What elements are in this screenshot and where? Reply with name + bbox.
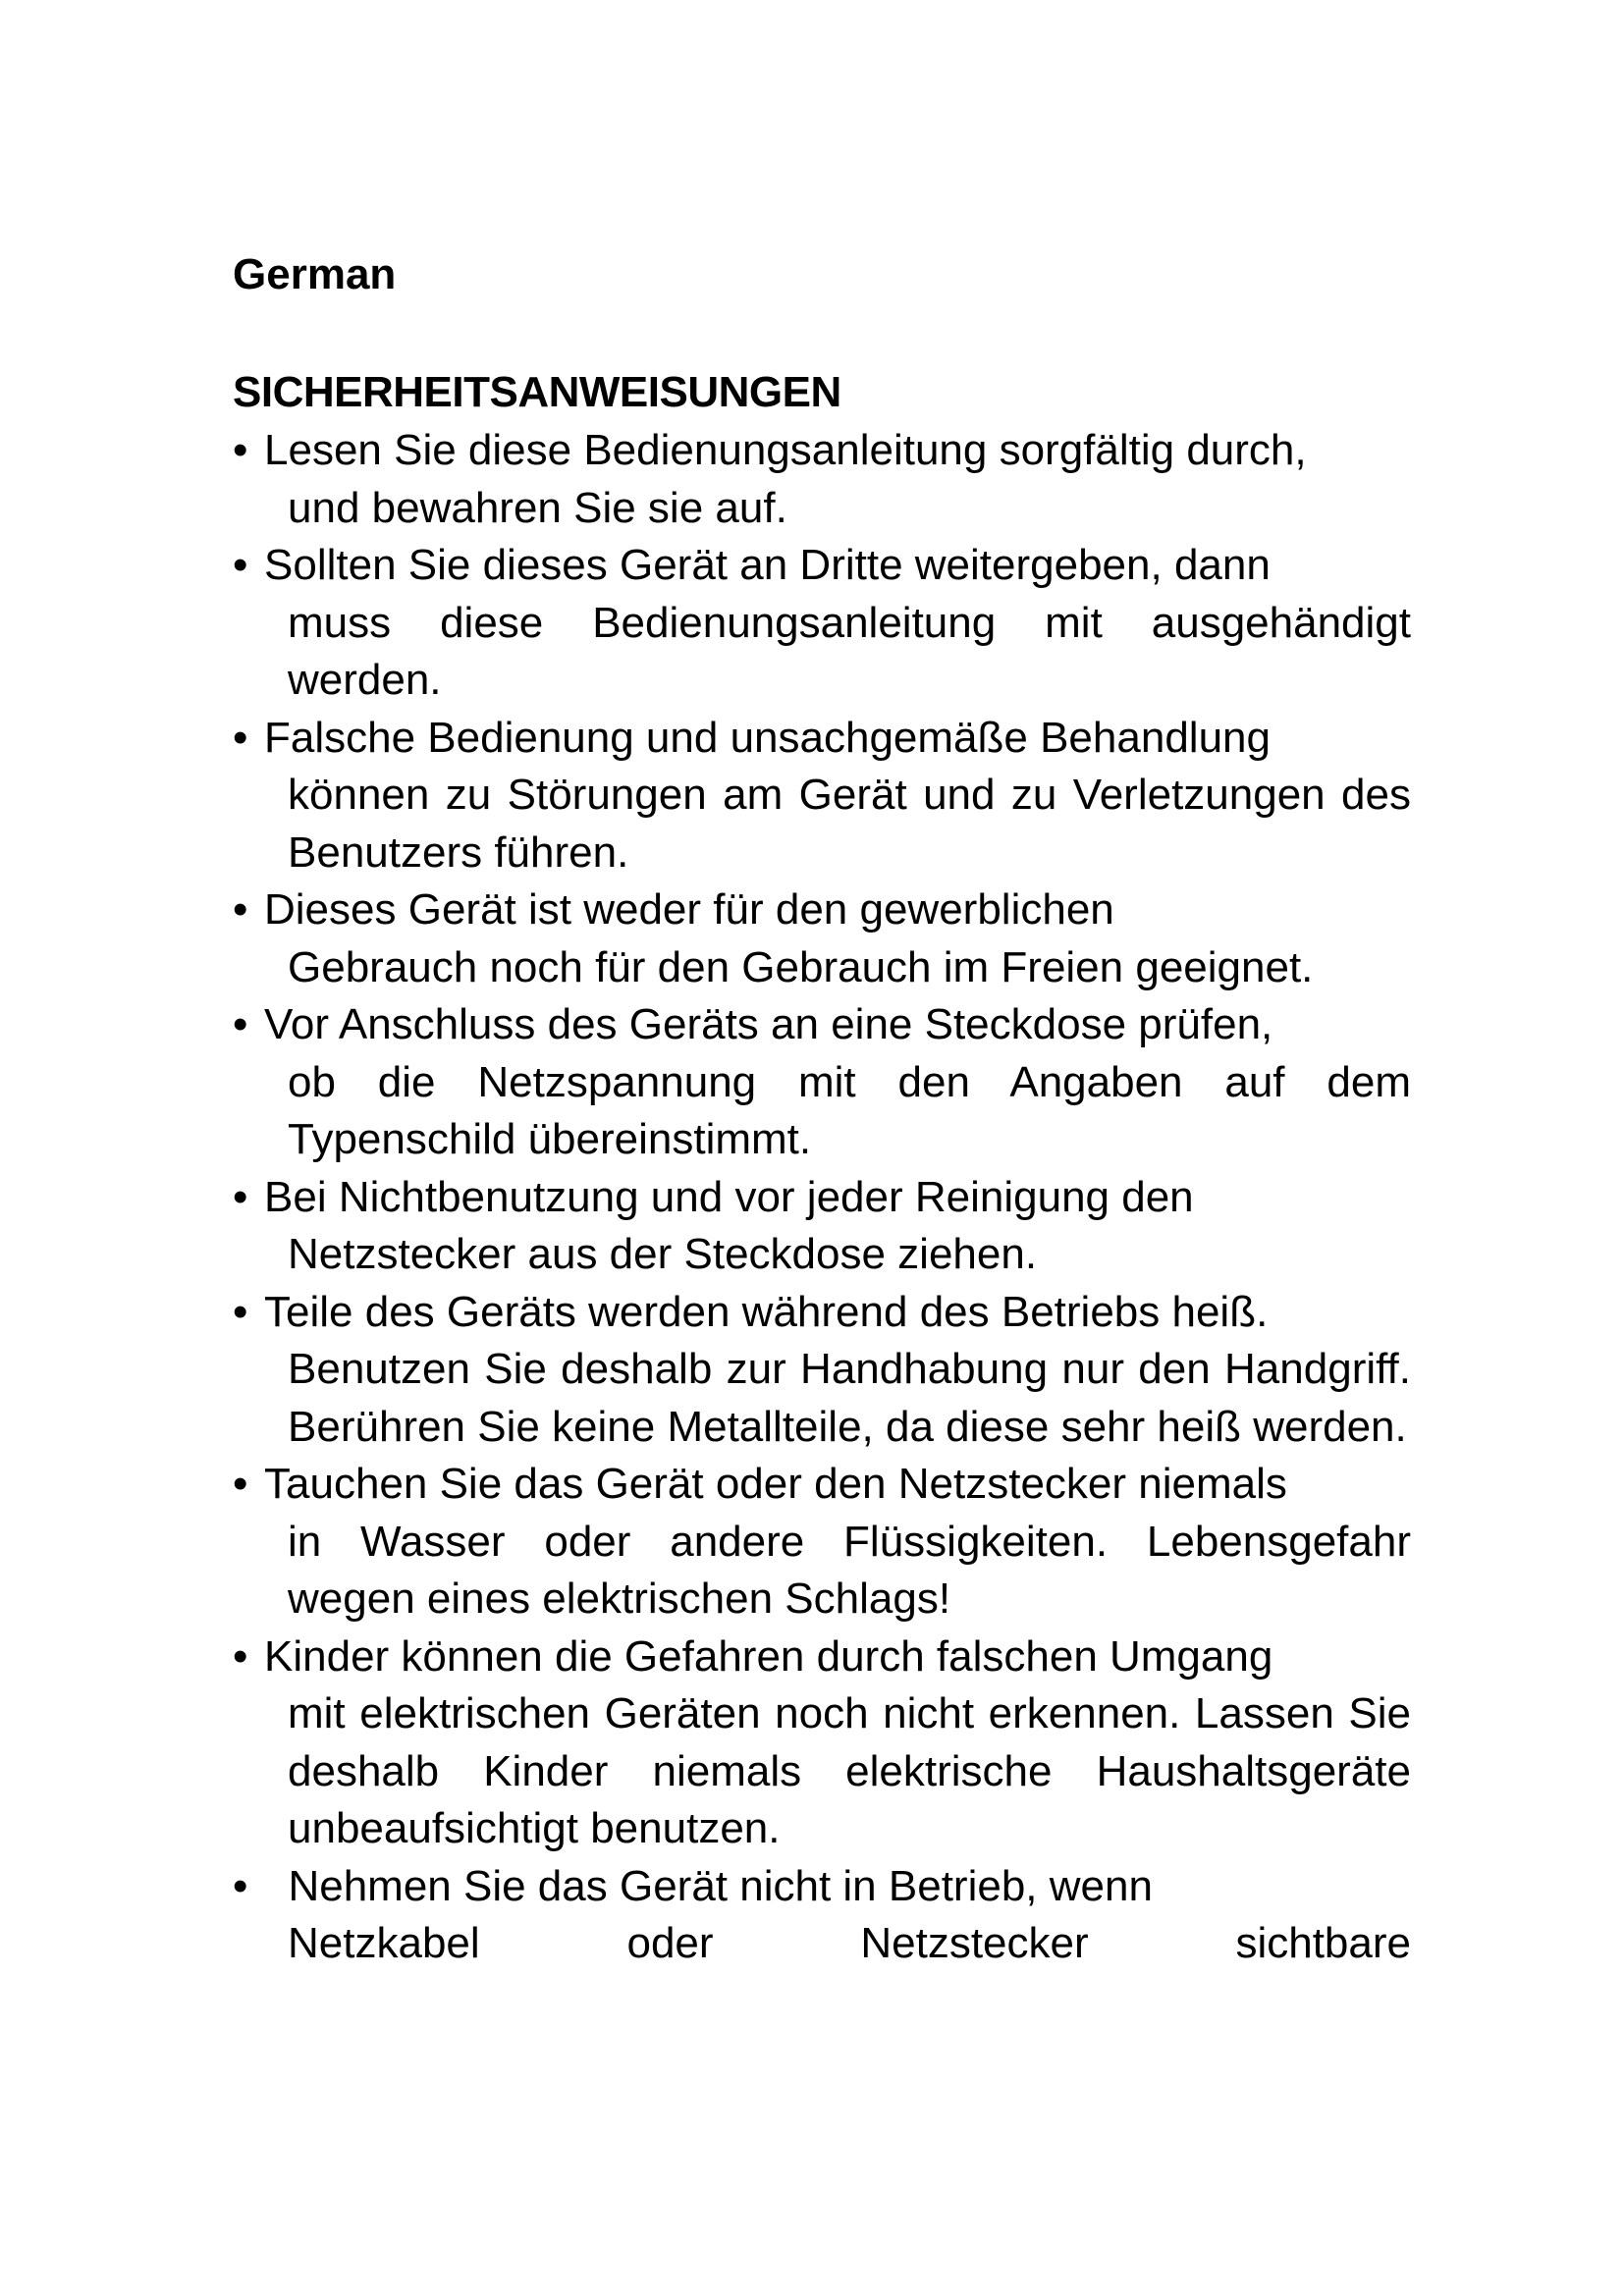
bullet-icon: • xyxy=(233,1460,248,1508)
section-title: SICHERHEITSANWEISUNGEN xyxy=(233,368,841,416)
list-item-first-line: Tauchen Sie das Gerät oder den Netzstecker niemals xyxy=(264,1460,1287,1508)
list-item xyxy=(233,710,1411,882)
list-item-continuation: in Wasser oder andere Flüssigkeiten. Lebensgefahr wegen eines elektrischen Schlags! xyxy=(288,1517,1411,1623)
list-item-continuation: mit elektrischen Geräten noch nicht erkennen. Lassen Sie deshalb Kinder niemals elektrische Haushaltsgeräte unbeaufsichtigt benutzen. xyxy=(288,1689,1411,1852)
list-item xyxy=(233,1169,1411,1284)
bullet-icon: • xyxy=(233,1000,248,1048)
list-item-continuation: Netzkabel oder Netzstecker sichtbare xyxy=(288,1919,1411,1967)
list-item-first-line: Kinder können die Gefahren durch falschen Umgang xyxy=(264,1631,1273,1681)
list-item-first-line: Bei Nichtbenutzung und vor jeder Reinigung den xyxy=(264,1172,1194,1221)
list-item xyxy=(233,1284,1411,1457)
language-heading: German xyxy=(233,250,397,298)
list-item-continuation: Gebrauch noch für den Gebrauch im Freien geeignet. xyxy=(288,942,1314,991)
list-item-continuation: Netzstecker aus der Steckdose ziehen. xyxy=(288,1230,1038,1278)
bullet-icon: • xyxy=(233,1631,248,1681)
list-item-first-line: Dieses Gerät ist weder für den gewerblichen xyxy=(264,885,1114,934)
bullet-icon: • xyxy=(233,713,248,762)
bullet-icon: • xyxy=(233,885,248,934)
list-item xyxy=(233,422,1411,537)
list-item-first-line: Lesen Sie diese Bedienungsanleitung sorgfältig durch, xyxy=(264,426,1307,474)
list-item-first-line: Teile des Geräts werden während des Betriebs heiß. xyxy=(264,1287,1269,1336)
list-item-continuation: können zu Störungen am Gerät und zu Verletzungen des Benutzers führen. xyxy=(288,771,1411,877)
list-item-continuation: und bewahren Sie sie auf. xyxy=(288,483,787,532)
list-item-first-line: Nehmen Sie das Gerät nicht in Betrieb, wenn xyxy=(264,1861,1153,1910)
bullet-icon: • xyxy=(233,426,248,474)
list-item xyxy=(233,1858,1411,1973)
safety-instructions-list xyxy=(233,422,1411,1973)
list-item-continuation: ob die Netzspannung mit den Angaben auf dem Typenschild übereinstimmt. xyxy=(288,1057,1411,1163)
list-item-first-line: Sollten Sie dieses Gerät an Dritte weitergeben, dann xyxy=(264,541,1271,589)
list-item xyxy=(233,996,1411,1169)
bullet-icon: • xyxy=(233,541,248,589)
bullet-icon: • xyxy=(233,1861,248,1910)
bullet-icon: • xyxy=(233,1172,248,1221)
list-item-continuation: muss diese Bedienungsanleitung mit ausgehändigt werden. xyxy=(288,598,1411,704)
list-item-first-line: Falsche Bedienung und unsachgemäße Behandlung xyxy=(264,713,1271,762)
list-item-continuation: Benutzen Sie deshalb zur Handhabung nur den Handgriff. Berühren Sie keine Metallteile, da diese sehr heiß werden. xyxy=(288,1345,1411,1451)
list-item xyxy=(233,1629,1411,1858)
list-item-first-line: Vor Anschluss des Geräts an eine Steckdose prüfen, xyxy=(264,1000,1273,1048)
list-item xyxy=(233,1456,1411,1629)
list-item xyxy=(233,881,1411,996)
list-item xyxy=(233,537,1411,710)
bullet-icon: • xyxy=(233,1287,248,1336)
